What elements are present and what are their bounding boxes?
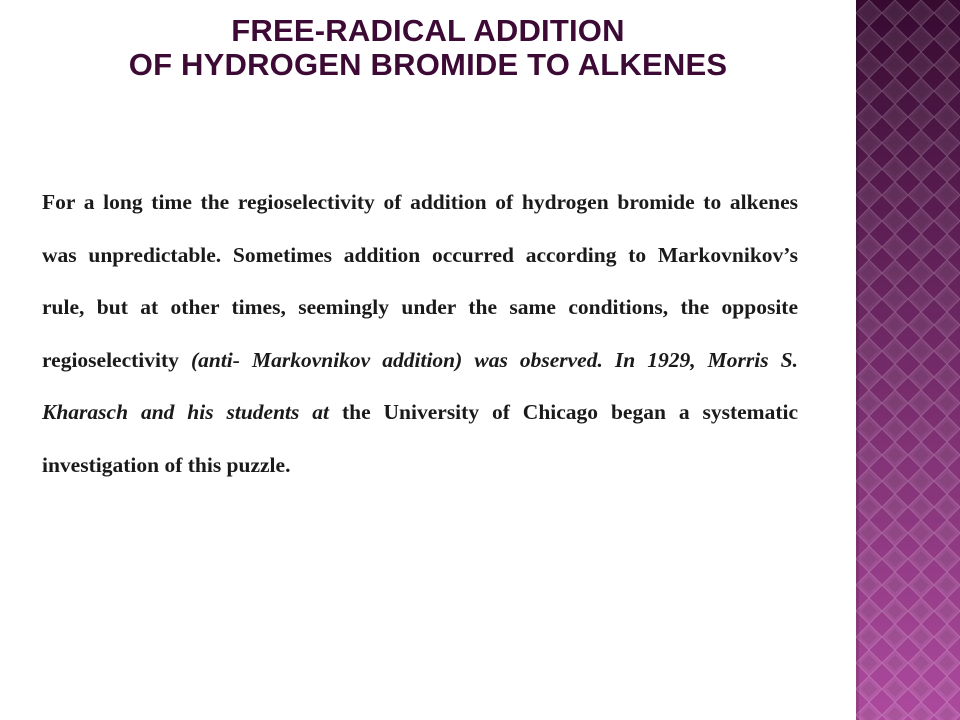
body-paragraph bbox=[42, 176, 798, 492]
body-text-segment-3: the University of Chicago began a systematic investigation of this puzzle. bbox=[42, 400, 799, 477]
body-text-segment-2-italic: (anti- Markovnikov addition) was observed. In 1929, Morris S. Kharasch and his students at bbox=[42, 347, 798, 425]
slide-title bbox=[0, 14, 856, 82]
title-line-1: FREE-RADICAL ADDITION bbox=[231, 13, 625, 48]
body-text-segment-1: For a long time the regioselectivity of addition of hydrogen bromide to alkenes was unpredictable. Sometimes addition occurred according to Markovnikov’s rule, but at other times, seemingly under the same conditions, the opposite regioselectivity bbox=[42, 190, 798, 372]
diamond-pattern-graphic bbox=[856, 0, 960, 720]
decorative-side-band bbox=[856, 0, 960, 720]
title-line-2: OF HYDROGEN BROMIDE TO ALKENES bbox=[128, 47, 728, 82]
